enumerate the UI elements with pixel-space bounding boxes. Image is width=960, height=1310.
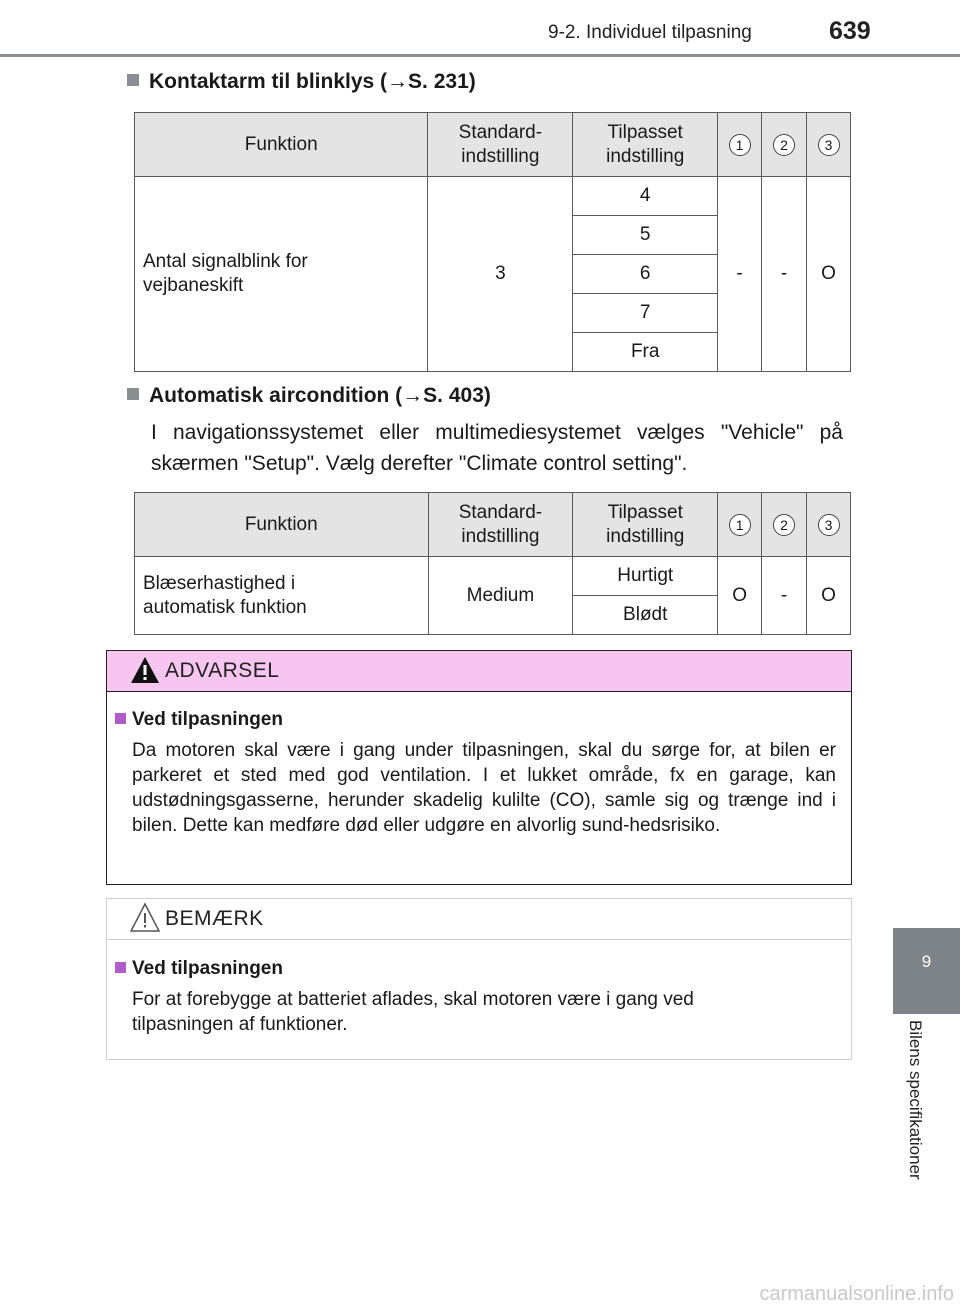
- cell-option: 6: [573, 255, 718, 294]
- warning-body: Da motoren skal være i gang under tilpasningen, skal du sørge for, at bilen er parkeret et sted med god ventilation. I et lukket område, fx en garage, kan udstødningsgasserne, herunder skadelig kulilte (CO), samle sig og trænge ind i bilen. Dette kan medføre død eller udgøre en alvorlig sund-hedsrisiko.: [132, 740, 836, 836]
- cell-funktion: Blæserhastighed i automatisk funktion: [135, 557, 429, 635]
- cell-standard: 3: [428, 177, 573, 372]
- col-header-tilpasset: Tilpasset indstilling: [573, 493, 718, 557]
- cell-c1: O: [718, 557, 762, 635]
- notice-header: [107, 899, 851, 940]
- notice-subheading: [115, 958, 283, 980]
- section2-heading-text: Automatisk aircondition (→S. 403): [149, 384, 491, 407]
- cell-funktion: Antal signalblink for vejbaneskift: [135, 177, 428, 372]
- col-header-1: [718, 493, 762, 557]
- notice-subheading-text: Ved tilpasningen: [132, 958, 283, 979]
- square-marker-icon: [115, 962, 126, 973]
- square-bullet-icon: [127, 74, 139, 86]
- cell-option: 7: [573, 294, 718, 333]
- section2-intro: I navigationssystemet eller multimediesystemet vælges "Vehicle" på skærmen "Setup". Vælg derefter "Climate control setting".: [151, 421, 843, 475]
- caution-triangle-icon: [129, 902, 161, 934]
- col-header-2: [762, 113, 807, 177]
- cell-c2: -: [762, 177, 807, 372]
- circled-number-2: 2: [773, 134, 795, 156]
- cell-c3: O: [807, 557, 851, 635]
- col-header-funktion: Funktion: [135, 493, 429, 557]
- warning-subheading: [115, 709, 283, 731]
- circled-number-1: 1: [729, 134, 751, 156]
- col-header-standard: Standard- indstilling: [428, 493, 573, 557]
- header-section-title: 9-2. Individuel tilpasning: [548, 22, 752, 43]
- watermark: carmanualsonline.info: [759, 1283, 954, 1305]
- section1-heading-text: Kontaktarm til blinklys (→S. 231): [149, 70, 476, 93]
- cell-option: 5: [573, 216, 718, 255]
- col-header-standard: Standard- indstilling: [428, 113, 573, 177]
- climate-table: [134, 492, 851, 635]
- cell-option: Fra: [573, 333, 718, 372]
- section2-heading: [127, 384, 491, 408]
- page-number: 639: [829, 17, 871, 45]
- warning-triangle-icon: [129, 655, 161, 685]
- cell-standard: Medium: [428, 557, 573, 635]
- warning-subheading-text: Ved tilpasningen: [132, 709, 283, 730]
- turn-signal-table: [134, 112, 851, 372]
- cell-c3: O: [807, 177, 851, 372]
- notice-title: BEMÆRK: [165, 907, 264, 930]
- square-bullet-icon: [127, 388, 139, 400]
- chapter-label: Bilens specifikationer: [906, 1020, 925, 1180]
- warning-header: [107, 651, 851, 692]
- notice-body: For at forebygge at batteriet aflades, skal motoren være i gang ved tilpasningen af funktioner.: [132, 989, 694, 1035]
- header-rule: [0, 54, 960, 57]
- circled-number-1: 1: [729, 514, 751, 536]
- col-header-funktion: Funktion: [135, 113, 428, 177]
- cell-c1: -: [718, 177, 762, 372]
- section1-heading: [127, 70, 476, 94]
- notice-box: [106, 898, 852, 1060]
- circled-number-3: 3: [818, 514, 840, 536]
- cell-option: Hurtigt: [573, 557, 718, 596]
- chapter-number: 9: [921, 952, 932, 971]
- circled-number-2: 2: [773, 514, 795, 536]
- warning-title: ADVARSEL: [165, 659, 280, 682]
- cell-c2: -: [762, 557, 807, 635]
- square-marker-icon: [115, 713, 126, 724]
- cell-option: 4: [573, 177, 718, 216]
- col-header-1: [718, 113, 762, 177]
- circled-number-3: 3: [818, 134, 840, 156]
- col-header-tilpasset: Tilpasset indstilling: [573, 113, 718, 177]
- col-header-3: [807, 493, 851, 557]
- warning-box: [106, 650, 852, 885]
- col-header-2: [762, 493, 807, 557]
- cell-option: Blødt: [573, 596, 718, 635]
- col-header-3: [807, 113, 851, 177]
